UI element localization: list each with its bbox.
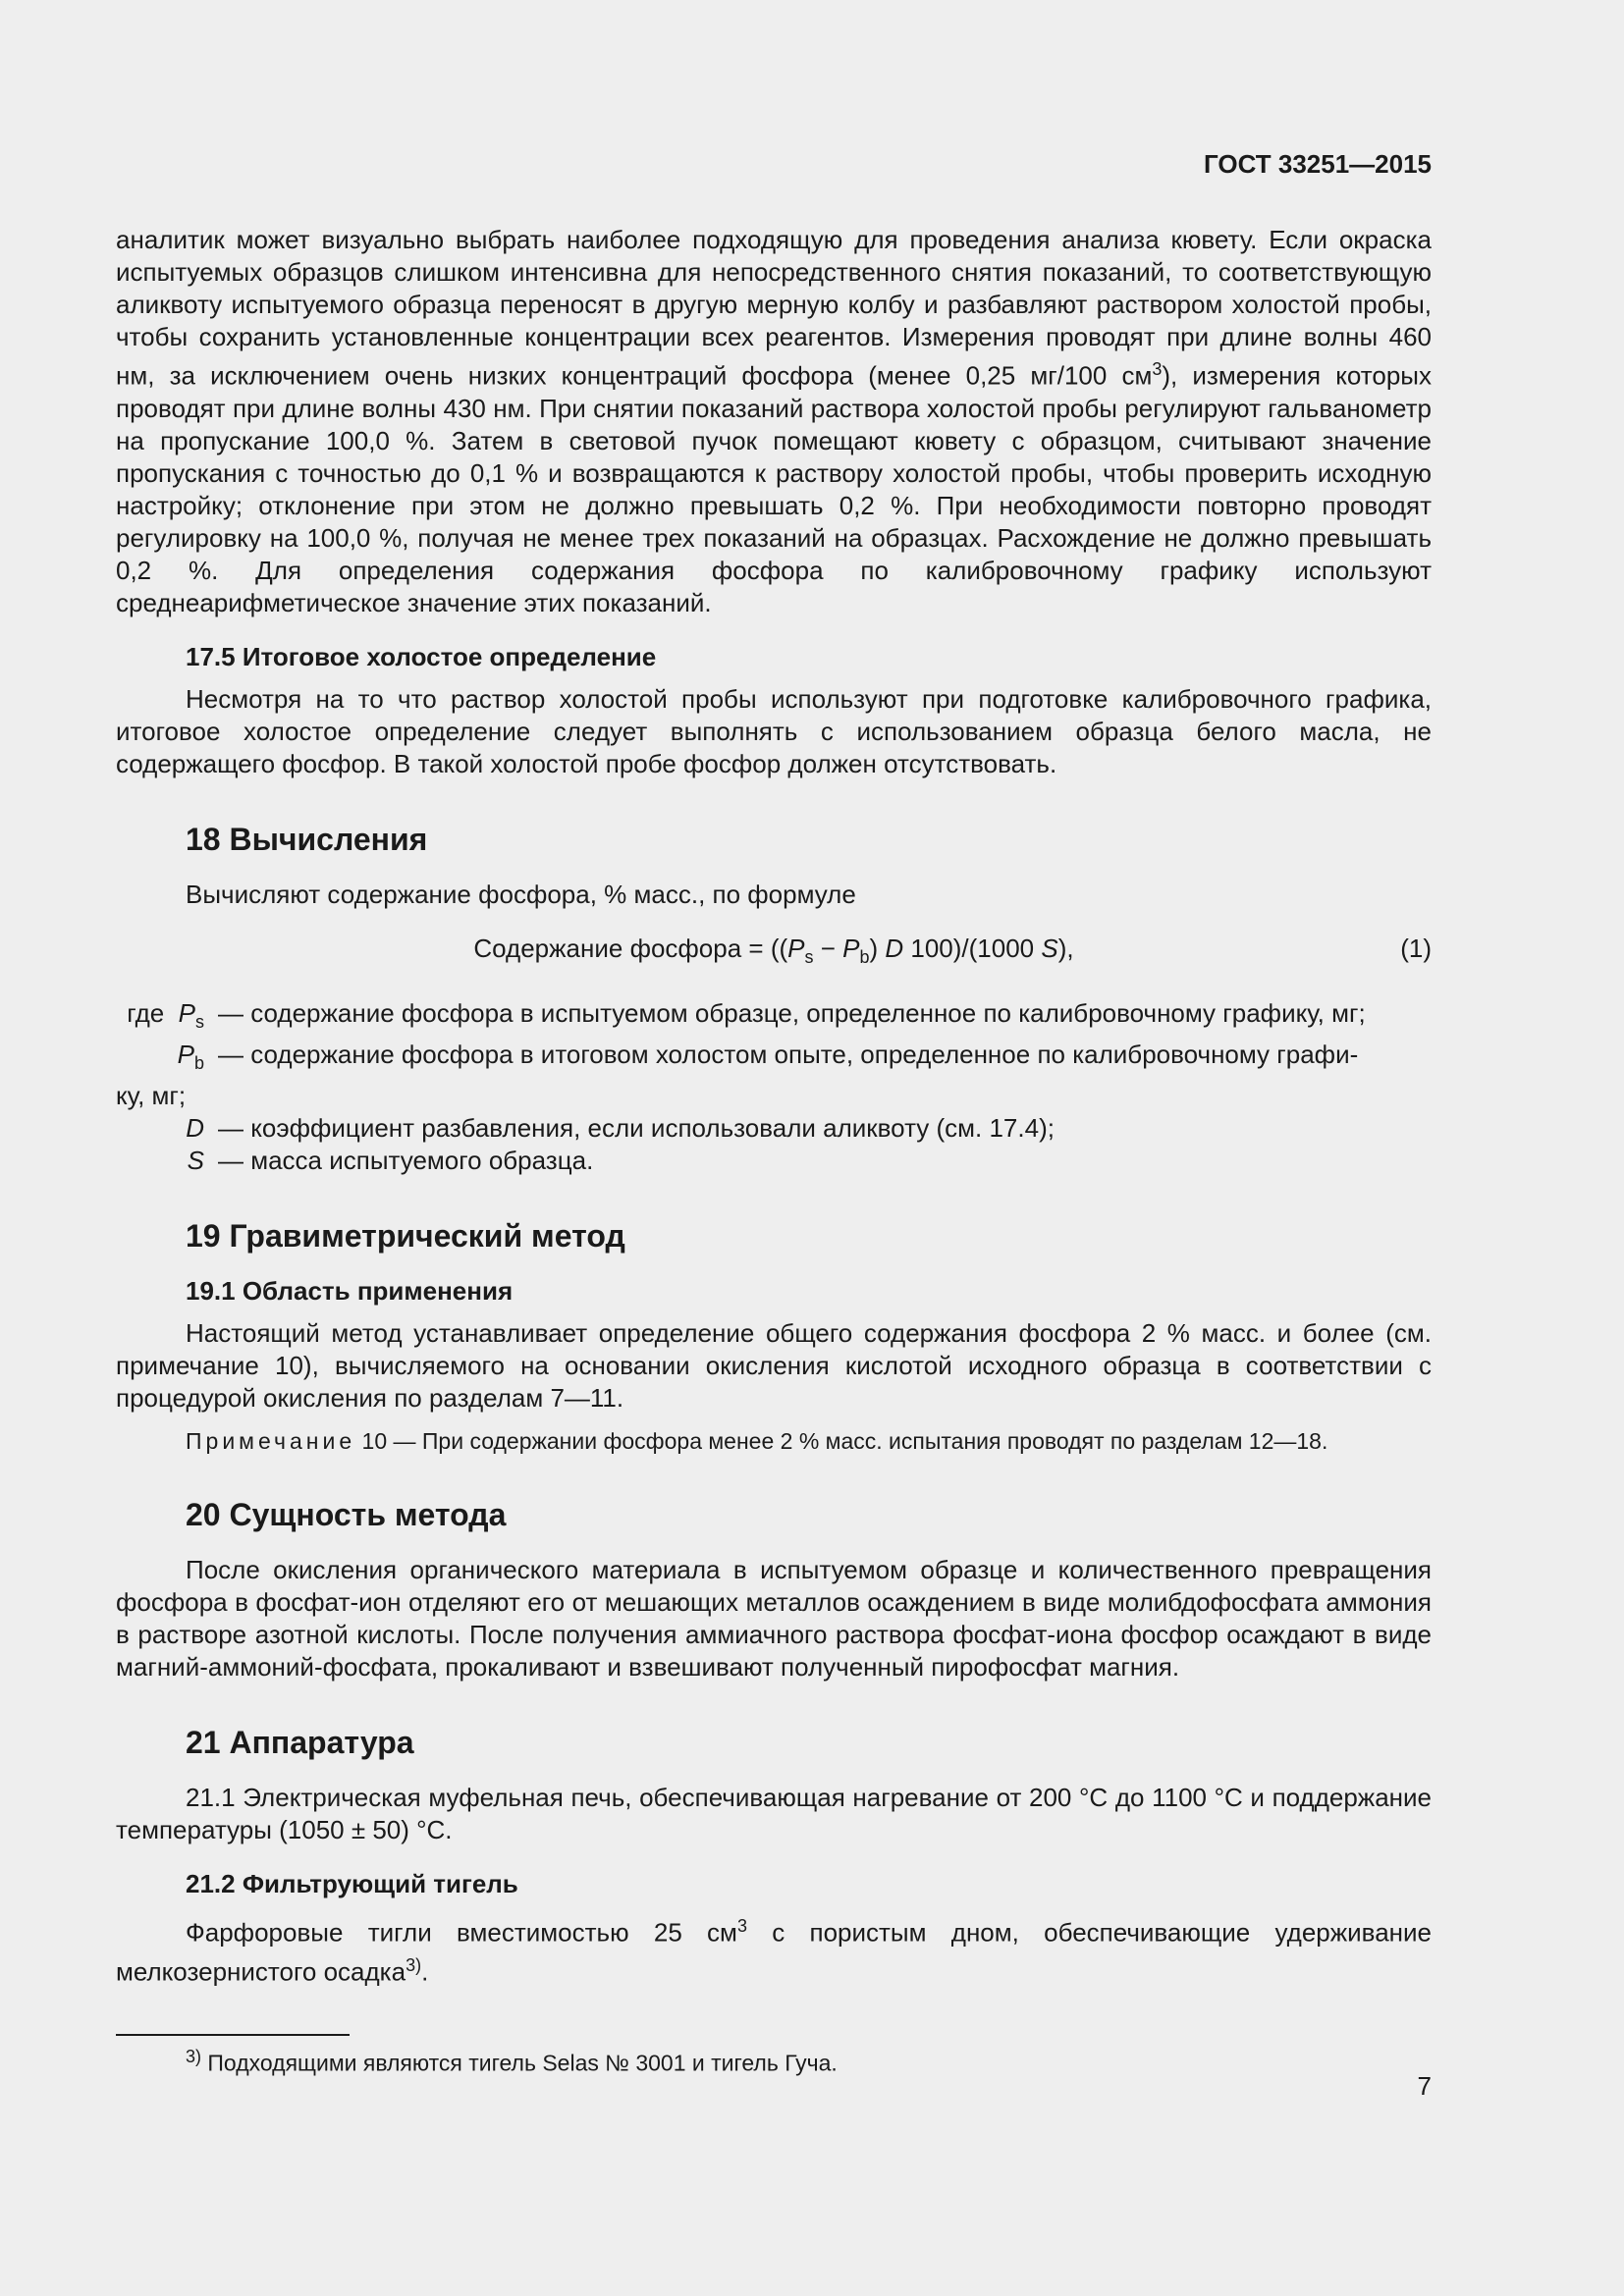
page-body	[116, 145, 1432, 2077]
formula-1: Содержание фосфора = ($(P_s - P_b)$ D 100)/(1000 S), (1)	[473, 933, 1432, 967]
footnote-divider	[116, 2034, 350, 2036]
formula-number: (1)	[1400, 933, 1432, 963]
definition-s: S — масса испытуемого образца.	[187, 1146, 594, 1176]
paragraph-17-4-continuation: аналитик может визуально выбрать наиболее подходящую для проведения анализа кювету. Если окраска испытуемых образцов слишком интенсивна для непосредственного снятия показаний, то соответствующую аликвоту испытуемого образца переносят в другую мерную колбу и разбавляют раствором холостой пробы, чтобы сохранить установленные концентрации всех реагентов. Измерения проводят при длине волны 460 нм, за исключением очень низких концентраций фосфора (менее 0,25 мг/100 $см^3$), измерения которых проводят при длине волны 430 нм. При снятии показаний раствора холостой пробы регулируют гальванометр на пропускание 100,0 %. Затем в световой пучок помещают кювету с образцом, считывают значение пропускания с точностью до 0,1 % и возвращаются к раствору холостой пробы, чтобы проверить исходную настройку; отклонение при этом не должно превышать 0,2 %. При необходимости повторно проводят регулировку на 100,0 %, получая не менее трех показаний на образцах. Расхождение не должно превышать 0,2 %. Для определения содержания фосфора по калибровочному графику используют среднеарифметическое значение этих показаний.	[116, 225, 1432, 617]
paragraph-20: После окисления органического материала в испытуемом образце и количественного превращения фосфора в фосфат-ион отделяют его от мешающих металлов осаждением в виде молибдофосфата аммония в растворе азотной кислоты. После получения аммиачного раствора фосфат-иона фосфор осаждают в виде магний-аммоний-фосфата, прокаливают и взвешивают полученный пирофосфат магния.	[116, 1555, 1432, 1682]
subsection-21-2-title: 21.2 Фильтрующий тигель	[186, 1869, 518, 1899]
definition-pb: $P_b$ — содержание фосфора в итоговом холостом опыте, определенное по калибровочному графи-	[177, 1040, 1359, 1074]
subsection-19-1-title: 19.1 Область применения	[186, 1276, 514, 1307]
definition-d: D — коэффициент разбавления, если использовали аликвоту (см. 17.4);	[186, 1113, 1055, 1144]
section-18-title: 18 Вычисления	[186, 821, 428, 857]
formula-definitions	[116, 997, 1432, 1177]
section-19-title: 19 Гравиметрический метод	[186, 1218, 625, 1255]
paragraph-21-1: 21.1 Электрическая муфельная печь, обеспечивающая нагревание от 200 °С до 1100 °С и поддержание температуры (1050 ± 50) °С.	[116, 1783, 1432, 1845]
paragraph-21-2: Фарфоровые тигли вместимостью 25 $см^3$ с пористым дном, обеспечивающие удерживание мелкозернистого осадка$^{3)}$.	[116, 1916, 1432, 1987]
section-20-title: 20 Сущность метода	[186, 1497, 507, 1533]
paragraph-17-5: Несмотря на то что раствор холостой пробы используют при подготовке калибровочного графика, итоговое холостое определение следует выполнять с использованием образца белого масла, не содержащего фосфор. В такой холостой пробе фосфор должен отсутствовать.	[116, 683, 1432, 778]
document-header: ГОСТ 33251—2015	[1204, 149, 1432, 179]
definition-ps: где $P_s$ — содержание фосфора в испытуемом образце, определенное по калибровочному графику, мг;	[127, 997, 1366, 1033]
paragraph-19-1: Настоящий метод устанавливает определение общего содержания фосфора 2 % масс. и более (см. примечание 10), вычисляемого на основании окисления кислотой исходного образца в соответствии с процедурой окисления по разделам 7—11.	[116, 1318, 1432, 1414]
note-10: Примечание 10 — При содержании фосфора менее 2 % масс. испытания проводят по разделам 12—18.	[186, 1428, 1328, 1455]
section-21-title: 21 Аппаратура	[186, 1725, 414, 1761]
page-number: 7	[1417, 2071, 1432, 2101]
footnote-3: $^{3)}$ Подходящими являются тигель Selas № 3001 и тигель Гуча.	[186, 2046, 838, 2076]
paragraph-18: Вычисляют содержание фосфора, % масс., по формуле	[186, 879, 856, 909]
subsection-17-5-title: 17.5 Итоговое холостое определение	[186, 641, 657, 671]
definition-pb-continuation: ку, мг;	[116, 1081, 187, 1111]
